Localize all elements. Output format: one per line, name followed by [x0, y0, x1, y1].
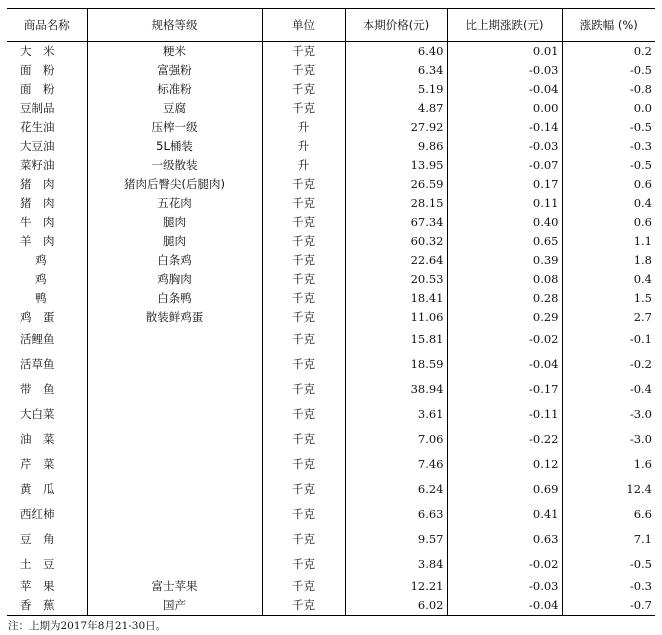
spec-cell: [87, 327, 262, 352]
pct-cell: -3.0: [562, 402, 655, 427]
unit-cell: 千克: [262, 232, 345, 251]
pct-cell: -0.4: [562, 377, 655, 402]
header-price: 本期价格(元): [345, 9, 447, 42]
price-cell: 7.46: [345, 452, 447, 477]
change-cell: 0.39: [447, 251, 562, 270]
name-cell: 带 鱼: [7, 377, 87, 402]
unit-cell: 千克: [262, 552, 345, 577]
pct-cell: -0.5: [562, 156, 655, 175]
spec-cell: [87, 527, 262, 552]
name-cell: 花生油: [7, 118, 87, 137]
spec-cell: 白条鸭: [87, 289, 262, 308]
table-row: [7, 502, 655, 527]
price-cell: 26.59: [345, 175, 447, 194]
unit-cell: 千克: [262, 502, 345, 527]
table-row: [7, 175, 655, 194]
price-cell: 5.19: [345, 80, 447, 99]
spec-cell: [87, 502, 262, 527]
pct-cell: 12.4: [562, 477, 655, 502]
header-unit: 单位: [262, 9, 345, 42]
unit-cell: 升: [262, 118, 345, 137]
table-row: [7, 137, 655, 156]
name-cell: 牛 肉: [7, 213, 87, 232]
pct-cell: 1.5: [562, 289, 655, 308]
change-cell: -0.03: [447, 137, 562, 156]
unit-cell: 升: [262, 156, 345, 175]
change-cell: -0.04: [447, 596, 562, 616]
unit-cell: 千克: [262, 289, 345, 308]
price-cell: 6.63: [345, 502, 447, 527]
change-cell: 0.12: [447, 452, 562, 477]
spec-cell: 压榨一级: [87, 118, 262, 137]
name-cell: 大 米: [7, 42, 87, 62]
unit-cell: 升: [262, 137, 345, 156]
unit-cell: 千克: [262, 42, 345, 62]
change-cell: -0.03: [447, 577, 562, 596]
pct-cell: 6.6: [562, 502, 655, 527]
change-cell: 0.28: [447, 289, 562, 308]
name-cell: 土 豆: [7, 552, 87, 577]
table-row: [7, 251, 655, 270]
price-cell: 12.21: [345, 577, 447, 596]
table-row: [7, 118, 655, 137]
change-cell: 0.40: [447, 213, 562, 232]
change-cell: 0.11: [447, 194, 562, 213]
table-row: [7, 270, 655, 289]
spec-cell: 猪肉后臀尖(后腿肉): [87, 175, 262, 194]
change-cell: 0.65: [447, 232, 562, 251]
pct-cell: -0.5: [562, 61, 655, 80]
unit-cell: 千克: [262, 596, 345, 616]
spec-cell: 五花肉: [87, 194, 262, 213]
price-cell: 6.40: [345, 42, 447, 62]
pct-cell: 0.6: [562, 175, 655, 194]
name-cell: 猪 肉: [7, 194, 87, 213]
price-cell: 60.32: [345, 232, 447, 251]
spec-cell: [87, 477, 262, 502]
change-cell: 0.69: [447, 477, 562, 502]
price-cell: 38.94: [345, 377, 447, 402]
change-cell: 0.63: [447, 527, 562, 552]
table-row: [7, 452, 655, 477]
price-cell: 13.95: [345, 156, 447, 175]
table-row: [7, 194, 655, 213]
name-cell: 苹 果: [7, 577, 87, 596]
name-cell: 羊 肉: [7, 232, 87, 251]
pct-cell: -0.7: [562, 596, 655, 616]
table-row: [7, 213, 655, 232]
change-cell: -0.04: [447, 80, 562, 99]
price-cell: 6.02: [345, 596, 447, 616]
price-table: [7, 8, 655, 616]
table-row: [7, 596, 655, 616]
change-cell: -0.07: [447, 156, 562, 175]
change-cell: 0.17: [447, 175, 562, 194]
pct-cell: 0.4: [562, 194, 655, 213]
name-cell: 鸡 蛋: [7, 308, 87, 327]
price-cell: 9.57: [345, 527, 447, 552]
table-row: [7, 42, 655, 62]
price-cell: 7.06: [345, 427, 447, 452]
pct-cell: -0.5: [562, 118, 655, 137]
name-cell: 活草鱼: [7, 352, 87, 377]
name-cell: 面 粉: [7, 61, 87, 80]
spec-cell: 豆腐: [87, 99, 262, 118]
change-cell: -0.14: [447, 118, 562, 137]
name-cell: 面 粉: [7, 80, 87, 99]
pct-cell: 2.7: [562, 308, 655, 327]
header-change: 比上期涨跌(元): [447, 9, 562, 42]
unit-cell: 千克: [262, 427, 345, 452]
unit-cell: 千克: [262, 308, 345, 327]
header-pct: 涨跌幅 (%): [562, 9, 655, 42]
table-row: [7, 232, 655, 251]
price-cell: 4.87: [345, 99, 447, 118]
name-cell: 大豆油: [7, 137, 87, 156]
spec-cell: [87, 427, 262, 452]
spec-cell: 一级散装: [87, 156, 262, 175]
unit-cell: 千克: [262, 270, 345, 289]
price-cell: 15.81: [345, 327, 447, 352]
spec-cell: 鸡胸肉: [87, 270, 262, 289]
spec-cell: 散装鲜鸡蛋: [87, 308, 262, 327]
name-cell: 豆制品: [7, 99, 87, 118]
table-row: [7, 427, 655, 452]
pct-cell: -0.5: [562, 552, 655, 577]
unit-cell: 千克: [262, 99, 345, 118]
unit-cell: 千克: [262, 477, 345, 502]
change-cell: 0.01: [447, 42, 562, 62]
table-row: [7, 477, 655, 502]
spec-cell: 腿肉: [87, 232, 262, 251]
spec-cell: 富士苹果: [87, 577, 262, 596]
name-cell: 菜籽油: [7, 156, 87, 175]
change-cell: -0.02: [447, 552, 562, 577]
spec-cell: 腿肉: [87, 213, 262, 232]
unit-cell: 千克: [262, 61, 345, 80]
spec-cell: [87, 377, 262, 402]
change-cell: 0.41: [447, 502, 562, 527]
unit-cell: 千克: [262, 251, 345, 270]
price-cell: 6.24: [345, 477, 447, 502]
pct-cell: -0.3: [562, 137, 655, 156]
unit-cell: 千克: [262, 527, 345, 552]
name-cell: 鸡: [7, 251, 87, 270]
spec-cell: 白条鸡: [87, 251, 262, 270]
pct-cell: -0.1: [562, 327, 655, 352]
change-cell: -0.22: [447, 427, 562, 452]
price-cell: 9.86: [345, 137, 447, 156]
table-row: [7, 80, 655, 99]
table-row: [7, 156, 655, 175]
name-cell: 活鲤鱼: [7, 327, 87, 352]
table-body: [7, 42, 655, 616]
pct-cell: 0.4: [562, 270, 655, 289]
pct-cell: 1.1: [562, 232, 655, 251]
spec-cell: 粳米: [87, 42, 262, 62]
name-cell: 香 蕉: [7, 596, 87, 616]
table-row: [7, 99, 655, 118]
spec-cell: [87, 452, 262, 477]
name-cell: 鸡: [7, 270, 87, 289]
change-cell: 0.00: [447, 99, 562, 118]
price-cell: 22.64: [345, 251, 447, 270]
spec-cell: [87, 552, 262, 577]
table-row: [7, 577, 655, 596]
change-cell: -0.04: [447, 352, 562, 377]
name-cell: 西红柿: [7, 502, 87, 527]
unit-cell: 千克: [262, 194, 345, 213]
name-cell: 鸭: [7, 289, 87, 308]
footnote: 注：上期为2017年8月21-30日。: [8, 620, 167, 632]
unit-cell: 千克: [262, 327, 345, 352]
table-row: [7, 377, 655, 402]
table-row: [7, 289, 655, 308]
pct-cell: -0.8: [562, 80, 655, 99]
pct-cell: -3.0: [562, 427, 655, 452]
header-row: [7, 9, 655, 42]
table-row: [7, 552, 655, 577]
spec-cell: [87, 402, 262, 427]
pct-cell: 0.0: [562, 99, 655, 118]
unit-cell: 千克: [262, 213, 345, 232]
table-row: [7, 327, 655, 352]
unit-cell: 千克: [262, 452, 345, 477]
price-cell: 3.61: [345, 402, 447, 427]
pct-cell: 1.8: [562, 251, 655, 270]
spec-cell: 国产: [87, 596, 262, 616]
pct-cell: 7.1: [562, 527, 655, 552]
unit-cell: 千克: [262, 377, 345, 402]
spec-cell: 富强粉: [87, 61, 262, 80]
unit-cell: 千克: [262, 175, 345, 194]
price-cell: 28.15: [345, 194, 447, 213]
pct-cell: 0.6: [562, 213, 655, 232]
price-cell: 20.53: [345, 270, 447, 289]
table-row: [7, 527, 655, 552]
header-spec: 规格等级: [87, 9, 262, 42]
change-cell: -0.02: [447, 327, 562, 352]
table-row: [7, 402, 655, 427]
header-name: 商品名称: [7, 9, 87, 42]
name-cell: 豆 角: [7, 527, 87, 552]
pct-cell: 1.6: [562, 452, 655, 477]
pct-cell: -0.2: [562, 352, 655, 377]
change-cell: -0.11: [447, 402, 562, 427]
unit-cell: 千克: [262, 80, 345, 99]
table-row: [7, 308, 655, 327]
change-cell: -0.03: [447, 61, 562, 80]
price-cell: 6.34: [345, 61, 447, 80]
price-cell: 18.41: [345, 289, 447, 308]
spec-cell: 5L桶装: [87, 137, 262, 156]
name-cell: 猪 肉: [7, 175, 87, 194]
spec-cell: 标准粉: [87, 80, 262, 99]
unit-cell: 千克: [262, 352, 345, 377]
name-cell: 黄 瓜: [7, 477, 87, 502]
pct-cell: -0.3: [562, 577, 655, 596]
unit-cell: 千克: [262, 402, 345, 427]
change-cell: -0.17: [447, 377, 562, 402]
name-cell: 大白菜: [7, 402, 87, 427]
table-row: [7, 352, 655, 377]
name-cell: 芹 菜: [7, 452, 87, 477]
price-cell: 11.06: [345, 308, 447, 327]
table-row: [7, 61, 655, 80]
change-cell: 0.08: [447, 270, 562, 289]
change-cell: 0.29: [447, 308, 562, 327]
price-cell: 27.92: [345, 118, 447, 137]
pct-cell: 0.2: [562, 42, 655, 62]
unit-cell: 千克: [262, 577, 345, 596]
spec-cell: [87, 352, 262, 377]
price-cell: 18.59: [345, 352, 447, 377]
price-cell: 3.84: [345, 552, 447, 577]
price-cell: 67.34: [345, 213, 447, 232]
name-cell: 油 菜: [7, 427, 87, 452]
